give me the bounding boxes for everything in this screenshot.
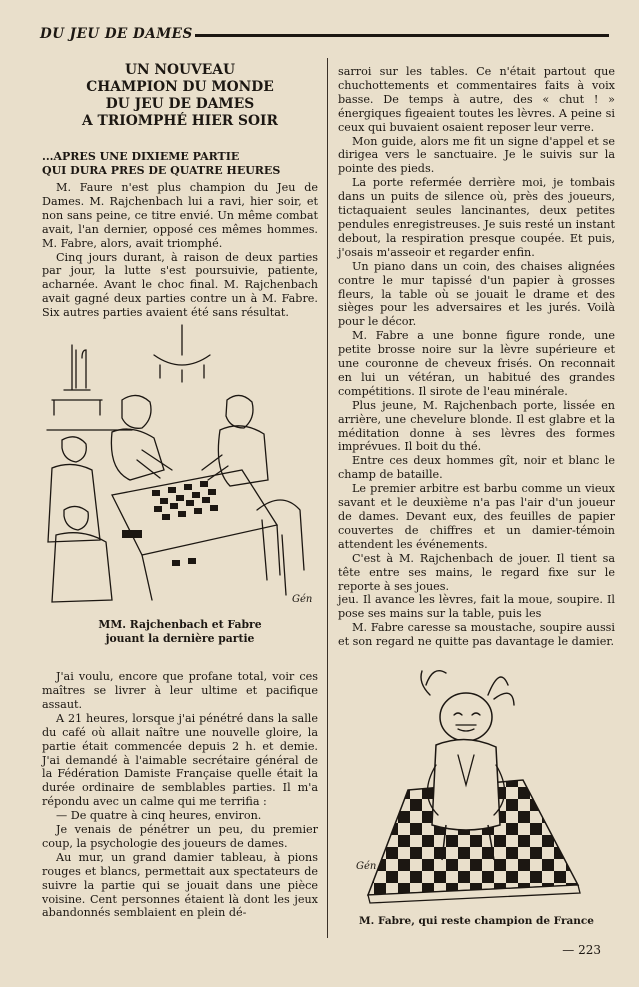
champion-illustration bbox=[338, 655, 615, 910]
champion-caption: M. Fabre, qui reste champion de France bbox=[359, 915, 594, 927]
page-number: — 223 bbox=[562, 943, 601, 957]
paragraph: M. Fabre a une bonne figure ronde, une petite brosse noire sur la lèvre supérieure et une couronne de cheveux frisés. On reconnait en lui un vétéran, un habitué des grandes compétitions. Il sirote de l'eau minérale. bbox=[338, 329, 615, 398]
article-subtitle bbox=[42, 150, 318, 177]
left-column bbox=[42, 62, 318, 920]
running-header: DU JEU DE DAMES bbox=[40, 26, 193, 42]
paragraph: Cinq jours durant, à raison de deux parties par jour, la lutte s'est poursuivie, patiente, acharnée. Avant le choc final. M. Rajchenbach avait gagné deux parties contre un à M. Fabre. Six autres parties avaient été sans résultat. bbox=[42, 250, 318, 320]
paragraph: sarroi sur les tables. Ce n'était partout que chuchottements et commentaires faits à voix basse. De temps à autre, des « chut ! » énergiques figeaient toutes les lèvres. A peine si ceux qui buvaient osaient reposer leur verre. bbox=[338, 65, 615, 134]
paragraph: Mon guide, alors me fit un signe d'appel et se dirigea vers le sanctuaire. Je le suivis sur la pointe des pieds. bbox=[338, 134, 615, 176]
paragraph: La porte refermée derrière moi, je tombais dans un puits de silence où, près des joueurs, tictaquaient seules lancinantes, deux petites pendules enregistreuses. Je suis resté un instant debout, la respiration presque coupée. Et puis, j'osais m'asseoir et regarder enfin. bbox=[338, 176, 615, 259]
paragraph: Entre ces deux hommes gît, noir et blanc le champ de bataille. bbox=[338, 454, 615, 482]
paragraph: Plus jeune, M. Rajchenbach porte, lissée en arrière, une chevelure blonde. Il est glabre et la méditation donne à ses lèvres des formes imprévues. Il boit du thé. bbox=[338, 398, 615, 454]
artist-signature: Gén bbox=[356, 861, 377, 873]
title-line: DU JEU DE DAMES bbox=[105, 96, 255, 112]
paragraph: Le premier arbitre est barbu comme un vieux savant et le deuxième n'a pas l'air d'un joueur de dames. Devant eux, des feuilles de papier couvertes de chiffres et un damier-témoin attendent les événements. bbox=[338, 482, 615, 551]
paragraph: M. Fabre caresse sa moustache, soupire aussi et son regard ne quitte pas davantage le damier. bbox=[338, 621, 615, 649]
subtitle-line: QUI DURA PRES DE QUATRE HEURES bbox=[42, 163, 281, 177]
title-line: CHAMPION DU MONDE bbox=[86, 79, 274, 95]
paragraph: C'est à M. Rajchenbach de jouer. Il tient sa tête entre ses mains, le regard fixe sur le reporte à ses joues. bbox=[338, 551, 615, 593]
caption-line: jouant la dernière partie bbox=[105, 632, 255, 646]
illustration-caption bbox=[42, 618, 318, 646]
right-column bbox=[338, 65, 615, 910]
paragraph: M. Faure n'est plus champion du Jeu de Dames. M. Rajchenbach lui a ravi, hier soir, et non sans peine, ce titre envié. Un même combat avait, l'an dernier, opposé ces mêmes hommes. M. Fabre, alors, avait triomphé. bbox=[42, 181, 318, 250]
paragraph: A 21 heures, lorsque j'ai pénétré dans la salle du café où allait naître une nouvelle gloire, la partie était commencée depuis 2 h. et demie. J'ai demandé à l'aimable secrétaire général de la Fédération Damiste Française quelle était la durée ordinaire de semblables parties. Il m'a répondu avec un calme qui me terrifia : bbox=[42, 711, 318, 809]
title-line: UN NOUVEAU bbox=[124, 62, 236, 78]
paragraph: Au mur, un grand damier tableau, à pions rouges et blancs, permettait aux spectateurs de suivre la partie qui se jouait dans une pièce voisine. Cent personnes étaient là dont les jeux abandonnés semblaient en plein dé- bbox=[42, 850, 318, 920]
column-rule bbox=[327, 58, 328, 938]
players-illustration bbox=[42, 320, 318, 610]
paragraph: — De quatre à cinq heures, environ. bbox=[56, 809, 262, 823]
header-rule bbox=[195, 34, 609, 37]
paragraph: Je venais de pénétrer un peu, du premier coup, la psychologie des joueurs de dames. bbox=[42, 823, 318, 850]
article-title bbox=[42, 62, 318, 130]
subtitle-line: ...APRES UNE DIXIEME PARTIE bbox=[42, 150, 240, 163]
paragraph: J'ai voulu, encore que profane total, voir ces maîtres se livrer à leur ultime et pacifique assaut. bbox=[42, 670, 318, 711]
paragraph: jeu. Il avance les lèvres, fait la moue, soupire. Il pose ses mains sur la table, puis les bbox=[338, 593, 615, 621]
artist-signature: Gén bbox=[292, 594, 313, 606]
title-line: A TRIOMPHÉ HIER SOIR bbox=[82, 113, 278, 129]
caption-line: MM. Rajchenbach et Fabre bbox=[98, 618, 262, 632]
paragraph: Un piano dans un coin, des chaises alignées contre le mur tapissé d'un papier à grosses fleurs, la table où se jouait le drame et des sièges pour les adversaires et les jurés. Voilà pour le décor. bbox=[338, 259, 615, 329]
